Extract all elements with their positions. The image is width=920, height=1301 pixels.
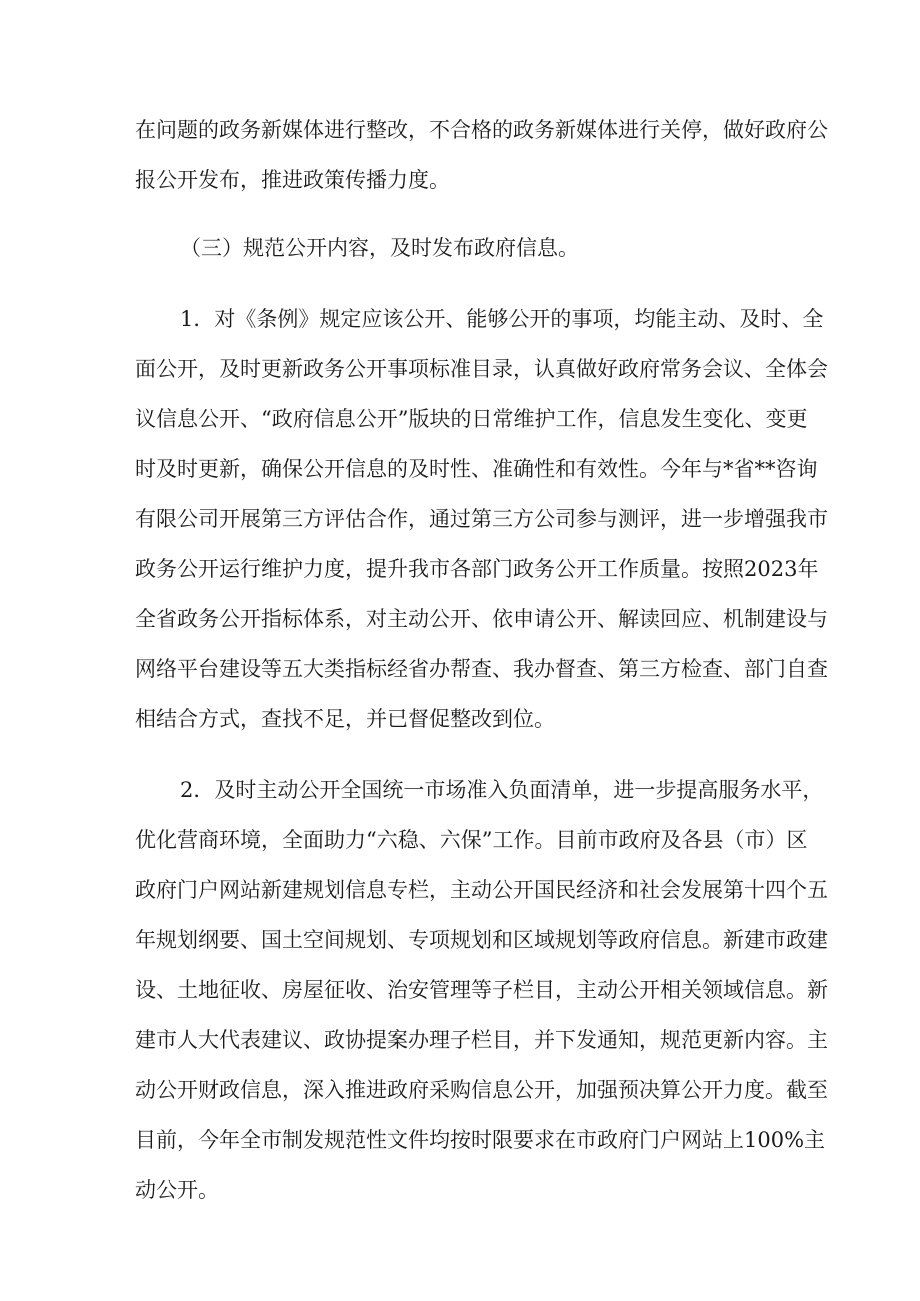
paragraph1-line-7: 全省政务公开指标体系，对主动公开、依申请公开、解读回应、机制建设与	[135, 607, 828, 631]
paragraph2-line-2: 优化营商环境，全面助力“六稳、六保”工作。目前市政府及各县（市）区	[135, 828, 808, 852]
paragraph1-line-8: 网络平台建设等五大类指标经省办帮查、我办督查、第三方检查、部门自查	[135, 657, 828, 681]
paragraph1-line-2: 面公开，及时更新政务公开事项标准目录，认真做好政府常务会议、全体会	[135, 357, 828, 381]
intro-line-1: 在问题的政务新媒体进行整改，不合格的政务新媒体进行关停，做好政府公	[135, 118, 828, 142]
paragraph1-line-5: 有限公司开展第三方评估合作，通过第三方公司参与测评，进一步增强我市	[135, 507, 828, 531]
paragraph2-line-9: 动公开。	[135, 1178, 219, 1202]
paragraph2-line-4: 年规划纲要、国土空间规划、专项规划和区域规划等政府信息。新建市政建	[135, 928, 828, 952]
paragraph1-line-6: 政务公开运行维护力度，提升我市各部门政务公开工作质量。按照2023年	[135, 557, 819, 581]
section-heading: （三）规范公开内容，及时发布政府信息。	[180, 236, 579, 260]
paragraph2-line-5: 设、土地征收、房屋征收、治安管理等子栏目，主动公开相关领域信息。新	[135, 978, 828, 1002]
paragraph1-line-9: 相结合方式，查找不足，并已督促整改到位。	[135, 707, 555, 731]
paragraph1-line-1: 1．对《条例》规定应该公开、能够公开的事项，均能主动、及时、全	[180, 307, 824, 331]
paragraph2-line-1: 2．及时主动公开全国统一市场准入负面清单，进一步提高服务水平，	[180, 778, 824, 802]
paragraph2-line-6: 建市人大代表建议、政协提案办理子栏目，并下发通知，规范更新内容。主	[135, 1028, 828, 1052]
paragraph1-line-4: 时及时更新，确保公开信息的及时性、准确性和有效性。今年与*省**咨询	[135, 457, 818, 481]
paragraph2-line-7: 动公开财政信息，深入推进政府采购信息公开，加强预决算公开力度。截至	[135, 1078, 828, 1102]
paragraph1-line-3: 议信息公开、“政府信息公开”版块的日常维护工作，信息发生变化、变更	[135, 407, 808, 431]
paragraph2-line-3: 政府门户网站新建规划信息专栏，主动公开国民经济和社会发展第十四个五	[135, 878, 828, 902]
paragraph2-line-8: 目前，今年全市制发规范性文件均按时限要求在市政府门户网站上100%主	[135, 1128, 826, 1152]
intro-line-2: 报公开发布，推进政策传播力度。	[135, 168, 450, 192]
